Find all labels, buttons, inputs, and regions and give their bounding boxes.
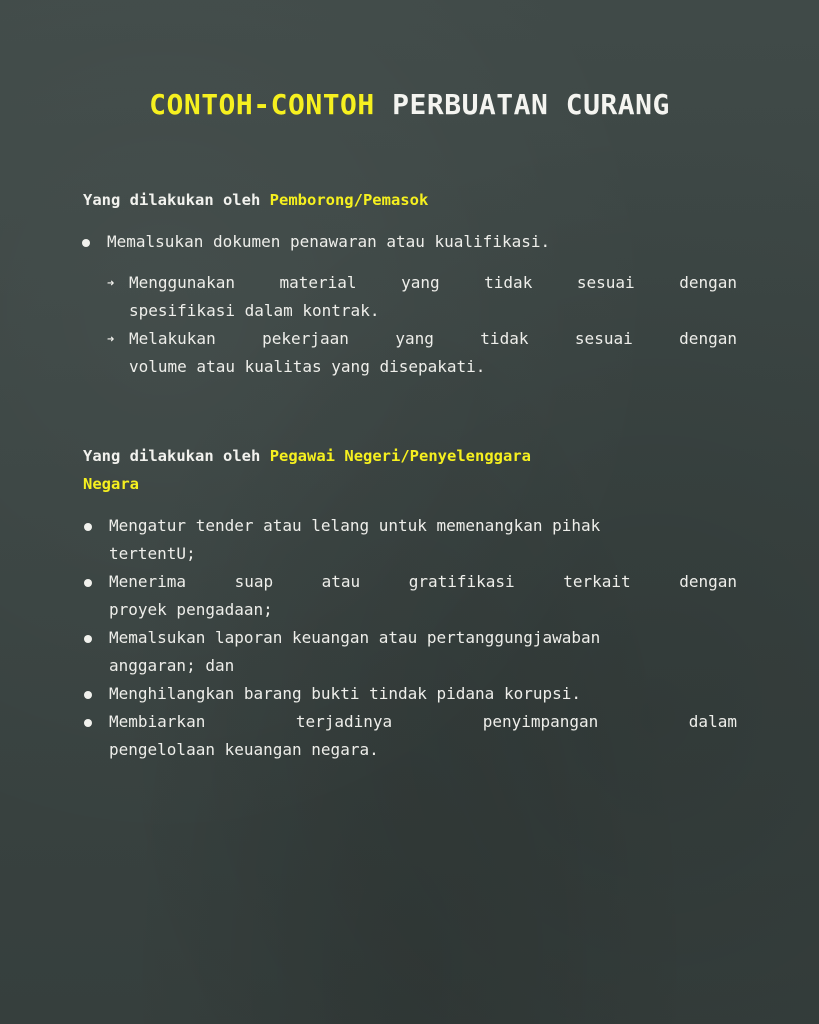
sub-list-item-line1 [129, 325, 737, 353]
word: Melakukan [129, 329, 216, 348]
sub-list-item-line2: volume atau kualitas yang disepakati. [129, 357, 486, 376]
list-item-line2: proyek pengadaan; [109, 600, 273, 619]
section-heading-highlight: Pemborong/Pemasok [269, 191, 429, 209]
word: Negeri/Penyelenggara [344, 447, 531, 465]
sub-list-item [107, 269, 737, 325]
word: Membiarkan [109, 712, 206, 731]
list-item [107, 228, 737, 256]
word: dalam [688, 712, 737, 731]
sub-list-item-line2: spesifikasi dalam kontrak. [129, 301, 380, 320]
arrow-right-icon: ➜ [107, 276, 115, 290]
bullet-icon [84, 719, 92, 727]
word: dengan [679, 273, 737, 292]
section-heading-line1 [83, 447, 531, 465]
word: suap [234, 572, 274, 591]
word: yang [395, 329, 434, 348]
bullet-icon [84, 635, 92, 643]
list-item-text: Memalsukan dokumen penawaran atau kualifikasi. [107, 232, 551, 251]
word: Menggunakan [129, 273, 235, 292]
sub-list-item [107, 325, 737, 381]
word: sesuai [576, 273, 635, 292]
word: tidak [484, 273, 533, 292]
list-item-line2: anggaran; dan [109, 656, 235, 675]
section-heading-official [83, 442, 738, 498]
section-heading-line2: Negara [83, 475, 139, 493]
title-highlight: CONTOH-CONTOH [149, 88, 375, 121]
word: terjadinya [295, 712, 393, 731]
word: dilakukan [129, 447, 214, 465]
bullet-icon [84, 691, 92, 699]
list-item-line1 [109, 708, 737, 736]
word: terkait [563, 572, 631, 591]
word: yang [401, 273, 440, 292]
list-item [109, 708, 737, 764]
list-item [109, 624, 737, 680]
list-item-line1: Mengatur tender atau lelang untuk memenangkan pihak [109, 516, 601, 535]
list-item-line2: tertentU; [109, 544, 196, 563]
word: pekerjaan [262, 329, 349, 348]
word: penyimpangan [482, 712, 599, 731]
list-item [109, 680, 737, 708]
word: Pegawai [269, 447, 336, 465]
list-item-line2: pengelolaan keuangan negara. [109, 740, 379, 759]
word: Menerima [109, 572, 187, 591]
word: sesuai [574, 329, 633, 348]
bullet-icon [84, 579, 92, 587]
word: oleh [223, 447, 261, 465]
sub-list-item-line1 [129, 269, 737, 297]
list-item-line1: Menghilangkan barang bukti tindak pidana korupsi. [109, 684, 582, 703]
bullet-icon [82, 239, 90, 247]
list-item-line1: Memalsukan laporan keuangan atau pertanggungjawaban [109, 628, 601, 647]
page-title [0, 88, 819, 121]
word: gratifikasi [408, 572, 515, 591]
word: Yang [83, 447, 121, 465]
arrow-right-icon: ➜ [107, 332, 115, 346]
word: material [279, 273, 357, 292]
section-heading-contractor [83, 186, 738, 214]
bullet-icon [84, 523, 92, 531]
section-heading-prefix: Yang dilakukan oleh [83, 191, 261, 209]
list-item-line1 [109, 568, 737, 596]
word: dengan [679, 572, 737, 591]
title-rest: PERBUATAN CURANG [392, 88, 670, 121]
word: dengan [679, 329, 737, 348]
word: atau [321, 572, 361, 591]
list-item [109, 568, 737, 624]
word: tidak [480, 329, 529, 348]
list-item [109, 512, 737, 568]
